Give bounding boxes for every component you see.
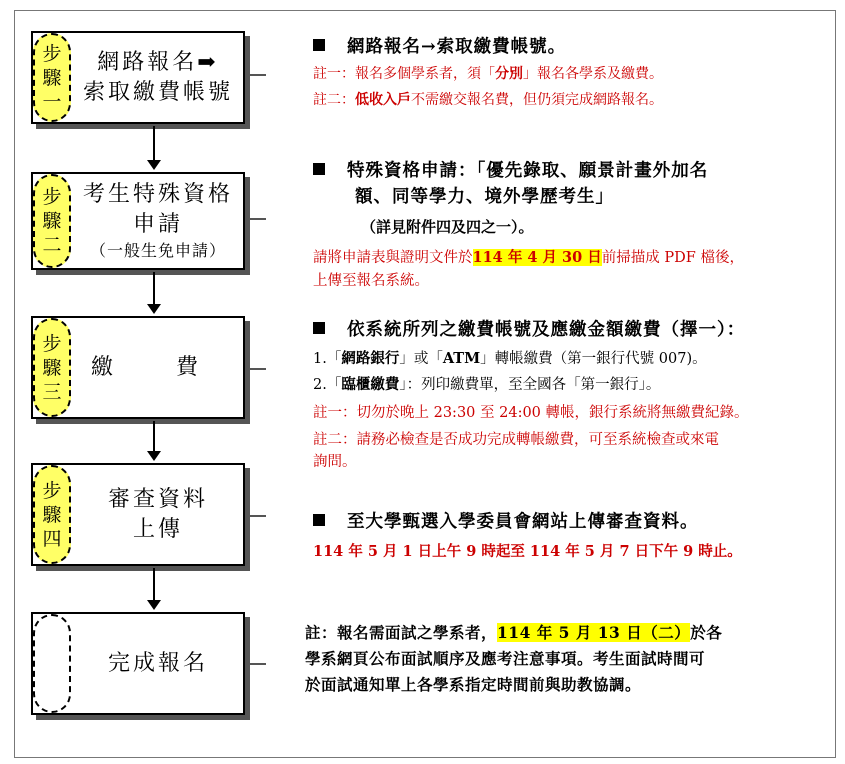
step-label-char: 驟: [42, 210, 62, 232]
step-5-details: [305, 620, 825, 698]
step-label-char: 步: [42, 186, 62, 208]
step-5-title: [73, 614, 243, 713]
step-5-line-3: 於面試通知單上各學系指定時間前與助教協調。: [305, 675, 642, 694]
step-4-schedule: 114 年 5 月 1 日上午 9 時起至 114 年 5 月 7 日下午 9 時止。: [313, 543, 742, 560]
square-bullet-icon: [313, 163, 325, 175]
step-4-box: [31, 463, 245, 566]
step-5-box: [31, 612, 245, 715]
note-text: 註一：報名多個學系者，須「: [313, 66, 495, 82]
item-text: 」或「: [399, 351, 443, 367]
step-label-char: 四: [42, 527, 62, 550]
square-bullet-icon: [313, 322, 325, 334]
item-text: 2.「: [313, 377, 342, 393]
connector-line: [248, 663, 266, 665]
connector-line: [248, 74, 266, 76]
flow-arrow-line: [153, 568, 155, 602]
note-text: 不需繳交報名費，但仍須完成網路報名。: [411, 92, 663, 108]
step-4-title: [73, 465, 243, 564]
step-3-label: [33, 318, 71, 417]
note-text: 前掃描成 PDF 檔後，: [601, 250, 744, 266]
step-label-char: 驟: [42, 356, 62, 379]
step-1-details: [313, 34, 823, 110]
step-5-line-1: [305, 620, 825, 646]
note-text: 註二：: [313, 92, 355, 108]
heading-text: 特殊資格申請：「優先錄取、願景計畫外加名: [347, 161, 709, 181]
step-title-line: 審查資料: [107, 486, 208, 512]
item-emphasis: 臨櫃繳費: [341, 376, 400, 393]
step-subtitle: （一般生免申請）: [89, 241, 226, 260]
flow-arrow-line: [153, 421, 155, 453]
step-title-line: 索取繳費帳號: [82, 79, 233, 105]
step-3-note-2: 註二：請務必檢查是否成功完成轉帳繳費，可至系統檢查或來電: [313, 432, 719, 448]
step-title-line: 上傳: [132, 516, 183, 542]
step-3-title: [73, 318, 243, 417]
flow-arrow-head: [147, 451, 161, 461]
step-label-char: 驟: [42, 66, 62, 89]
step-2-note: [313, 246, 823, 270]
step-4-heading: [313, 509, 823, 535]
note-emphasis: 分別: [495, 66, 523, 82]
square-bullet-icon: [313, 514, 325, 526]
item-text: 」轉帳繳費（第一銀行代號 007)。: [480, 351, 707, 367]
step-1-box: [31, 31, 245, 124]
heading-text: 額、同等學力、境外學歷考生」: [355, 187, 614, 207]
step-3-heading: [313, 317, 828, 343]
step-3-note-1: 註一：切勿於晚上 23:30 至 24:00 轉帳，銀行系統將無繳費紀錄。: [313, 405, 749, 421]
step-label-char: 步: [42, 42, 62, 65]
step-3-details: [313, 317, 828, 473]
connector-line: [248, 218, 266, 220]
step-5-label: [33, 614, 71, 713]
note-emphasis: 低收入戶: [355, 92, 411, 108]
step-label-char: 二: [42, 234, 62, 256]
flow-arrow-line: [153, 272, 155, 306]
step-3-box: [31, 316, 245, 419]
connector-line: [248, 368, 266, 370]
heading-text: 至大學甄選入學委員會網站上傳審查資料。: [347, 512, 699, 532]
step-1-note-2: [313, 90, 823, 110]
item-emphasis: 網路銀行: [341, 350, 400, 367]
step-title-line: 網路報名➡: [97, 49, 219, 75]
step-title-line: 完成報名: [107, 650, 208, 676]
note-text: 註：報名需面試之學系者，: [305, 623, 498, 642]
heading-text: 依系統所列之繳費帳號及應繳金額繳費（擇一）：: [347, 320, 746, 340]
step-3-item-2: [313, 373, 828, 397]
heading-text: 網路報名→索取繳費帳號。: [347, 37, 567, 57]
step-2-note-line-2: 上傳至報名系統。: [313, 273, 429, 289]
step-label-char: 三: [42, 380, 62, 403]
step-2-details: [313, 158, 823, 292]
step-title-line: 考生特殊資格: [82, 182, 233, 207]
item-text: 」：列印繳費單，至全國各「第一銀行」。: [399, 377, 661, 393]
step-4-details: [313, 509, 823, 563]
step-label-char: 步: [42, 479, 62, 502]
step-2-label: [33, 174, 71, 268]
item-text: 1.「: [313, 351, 342, 367]
step-1-heading: [313, 34, 823, 60]
step-2-title: [73, 174, 243, 268]
step-label-char: 驟: [42, 503, 62, 526]
connector-line: [248, 515, 266, 517]
flow-arrow-head: [147, 304, 161, 314]
step-3-note-2-line-2: 詢問。: [313, 454, 357, 470]
step-1-note-1: [313, 64, 823, 84]
flow-arrow-head: [147, 600, 161, 610]
step-5-line-2: 學系網頁公布面試順序及應考注意事項。考生面試時間可: [305, 649, 706, 668]
step-2-heading: [313, 158, 823, 184]
step-title-part: 費: [175, 354, 201, 380]
note-text: 」報名各學系及繳費。: [523, 66, 663, 82]
step-1-title: [73, 33, 243, 122]
item-emphasis: ATM: [442, 350, 481, 367]
interview-date: 114 年 5 月 13 日（二）: [497, 623, 691, 642]
step-label-char: 一: [42, 90, 62, 113]
note-text: 於各: [690, 623, 723, 642]
step-3-item-1: [313, 347, 828, 371]
step-1-label: [33, 33, 71, 122]
flow-arrow-line: [153, 126, 155, 162]
square-bullet-icon: [313, 39, 325, 51]
step-title-line: 申請: [132, 212, 183, 237]
step-title-part: 繳: [91, 354, 117, 380]
step-2-detail: （詳見附件四及四之一）。: [361, 218, 534, 236]
deadline-date: 114 年 4 月 30 日: [472, 249, 602, 266]
step-label-char: 步: [42, 332, 62, 355]
flow-arrow-head: [147, 160, 161, 170]
step-4-label: [33, 465, 71, 564]
step-2-box: [31, 172, 245, 270]
note-text: 請將申請表與證明文件於: [313, 250, 473, 266]
